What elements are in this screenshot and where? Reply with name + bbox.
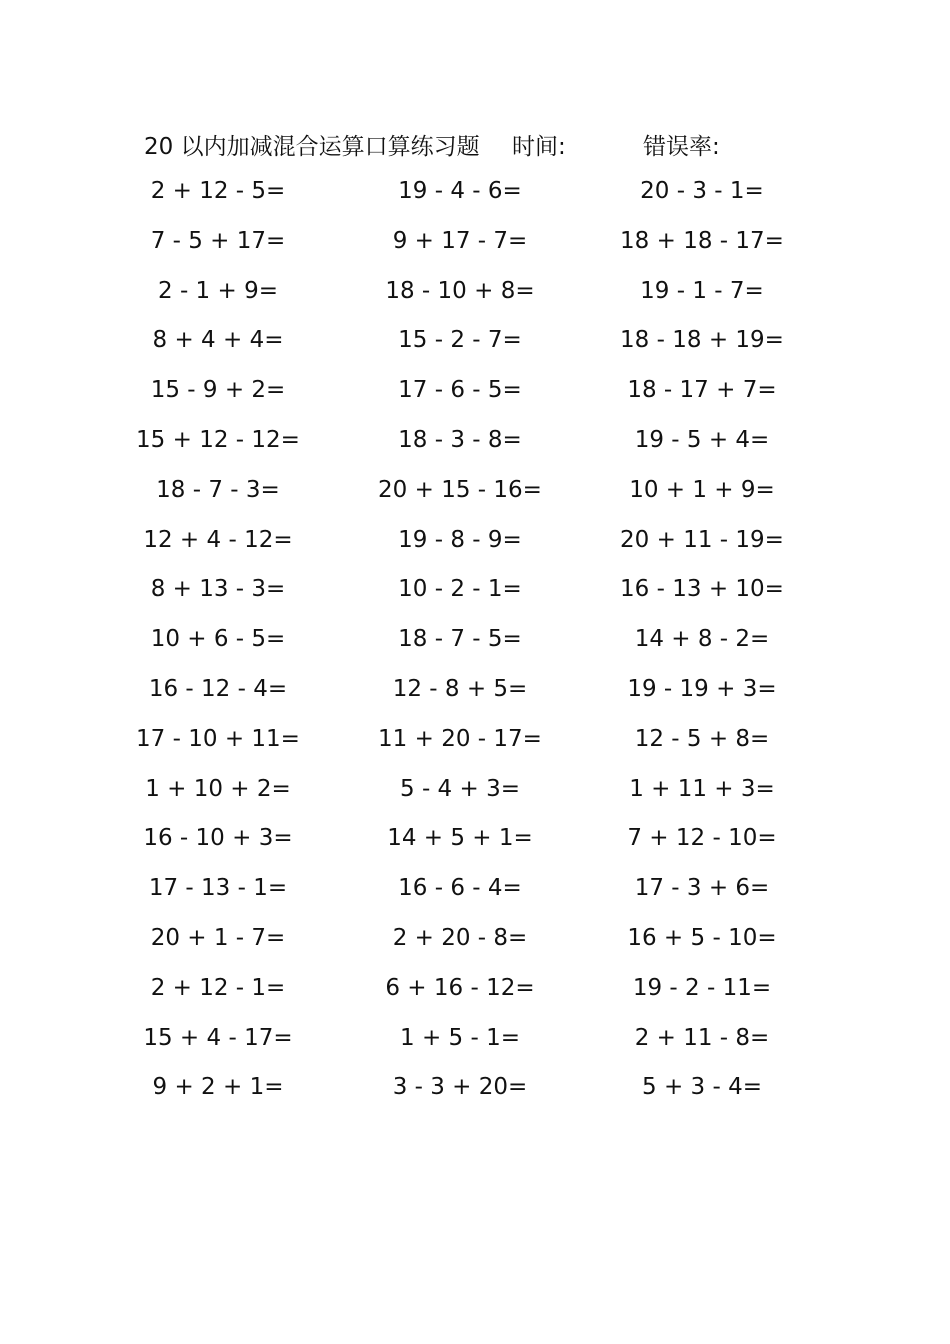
arithmetic-problem: 8 + 13 - 3=	[150, 576, 286, 603]
arithmetic-problem: 9 + 17 - 7=	[392, 227, 528, 254]
arithmetic-problem: 18 - 18 + 19=	[620, 327, 784, 354]
problem-row	[0, 969, 950, 1019]
arithmetic-problem: 18 - 17 + 7=	[627, 377, 777, 404]
arithmetic-problem: 3 - 3 + 20=	[392, 1074, 528, 1101]
arithmetic-problem: 8 + 4 + 4=	[152, 327, 284, 354]
arithmetic-problem: 20 + 1 - 7=	[150, 924, 286, 951]
problem-row	[0, 1068, 950, 1118]
arithmetic-problem: 18 - 7 - 3=	[156, 476, 280, 503]
error-rate-label: 错误率:	[643, 134, 720, 160]
arithmetic-problem: 2 + 20 - 8=	[392, 924, 528, 951]
problem-row	[0, 1019, 950, 1069]
arithmetic-problem: 7 - 5 + 17=	[150, 227, 286, 254]
arithmetic-problem: 10 + 1 + 9=	[629, 476, 775, 503]
arithmetic-problem: 2 + 11 - 8=	[634, 1024, 770, 1051]
problem-row	[0, 869, 950, 919]
problem-row	[0, 371, 950, 421]
arithmetic-problem: 19 - 4 - 6=	[398, 178, 522, 204]
arithmetic-problem: 1 + 5 - 1=	[400, 1024, 520, 1051]
arithmetic-problem: 20 - 3 - 1=	[640, 178, 764, 204]
problem-row	[0, 819, 950, 869]
arithmetic-problem: 2 - 1 + 9=	[158, 277, 278, 304]
problem-row	[0, 172, 950, 222]
arithmetic-problem: 15 + 12 - 12=	[136, 426, 300, 453]
arithmetic-problem: 19 - 2 - 11=	[632, 974, 772, 1001]
arithmetic-problem: 16 + 5 - 10=	[627, 924, 777, 951]
arithmetic-problem: 2 + 12 - 5=	[150, 178, 286, 204]
arithmetic-problem: 16 - 12 - 4=	[148, 675, 288, 702]
arithmetic-problem: 19 - 5 + 4=	[634, 426, 770, 453]
arithmetic-problem: 14 + 8 - 2=	[634, 626, 770, 653]
worksheet-title: 20 以内加减混合运算口算练习题	[144, 134, 480, 160]
arithmetic-problem: 1 + 11 + 3=	[629, 775, 775, 802]
problem-row	[0, 720, 950, 770]
arithmetic-problem: 10 + 6 - 5=	[150, 626, 286, 653]
arithmetic-problem: 1 + 10 + 2=	[145, 775, 291, 802]
arithmetic-problem: 12 - 8 + 5=	[392, 675, 528, 702]
arithmetic-problem: 12 + 4 - 12=	[143, 526, 293, 553]
problem-row	[0, 521, 950, 571]
arithmetic-problem: 20 + 11 - 19=	[620, 526, 784, 553]
arithmetic-problem: 16 - 10 + 3=	[143, 825, 293, 852]
problem-row	[0, 620, 950, 670]
arithmetic-problem: 18 - 7 - 5=	[398, 626, 522, 653]
arithmetic-problem: 17 - 6 - 5=	[398, 377, 522, 404]
arithmetic-problem: 11 + 20 - 17=	[378, 725, 542, 752]
arithmetic-problem: 15 - 9 + 2=	[150, 377, 286, 404]
problem-row	[0, 222, 950, 272]
arithmetic-problem: 18 + 18 - 17=	[620, 227, 784, 254]
arithmetic-problem: 9 + 2 + 1=	[152, 1074, 284, 1101]
arithmetic-problem: 19 - 8 - 9=	[398, 526, 522, 553]
arithmetic-problem: 17 - 10 + 11=	[136, 725, 300, 752]
arithmetic-problem: 14 + 5 + 1=	[387, 825, 533, 852]
problem-row	[0, 471, 950, 521]
problem-row	[0, 919, 950, 969]
arithmetic-problem: 15 - 2 - 7=	[398, 327, 522, 354]
arithmetic-problem: 15 + 4 - 17=	[143, 1024, 293, 1051]
arithmetic-problem: 16 - 13 + 10=	[620, 576, 784, 603]
arithmetic-problem: 7 + 12 - 10=	[627, 825, 777, 852]
problem-row	[0, 770, 950, 820]
arithmetic-problem: 6 + 16 - 12=	[385, 974, 535, 1001]
arithmetic-problem: 5 - 4 + 3=	[400, 775, 520, 802]
problem-grid	[0, 172, 950, 1118]
time-label: 时间:	[512, 134, 566, 160]
problem-row	[0, 570, 950, 620]
arithmetic-problem: 19 - 19 + 3=	[627, 675, 777, 702]
arithmetic-problem: 17 - 13 - 1=	[148, 875, 288, 902]
problem-row	[0, 421, 950, 471]
arithmetic-problem: 17 - 3 + 6=	[634, 875, 770, 902]
arithmetic-problem: 18 - 3 - 8=	[398, 426, 522, 453]
problem-row	[0, 321, 950, 371]
problem-row	[0, 670, 950, 720]
arithmetic-problem: 5 + 3 - 4=	[642, 1074, 762, 1101]
arithmetic-problem: 16 - 6 - 4=	[398, 875, 522, 902]
arithmetic-problem: 12 - 5 + 8=	[634, 725, 770, 752]
arithmetic-problem: 20 + 15 - 16=	[378, 476, 542, 503]
arithmetic-problem: 18 - 10 + 8=	[385, 277, 535, 304]
problem-row	[0, 272, 950, 322]
worksheet-header	[0, 124, 950, 160]
arithmetic-problem: 19 - 1 - 7=	[640, 277, 764, 304]
arithmetic-problem: 2 + 12 - 1=	[150, 974, 286, 1001]
arithmetic-problem: 10 - 2 - 1=	[398, 576, 522, 603]
